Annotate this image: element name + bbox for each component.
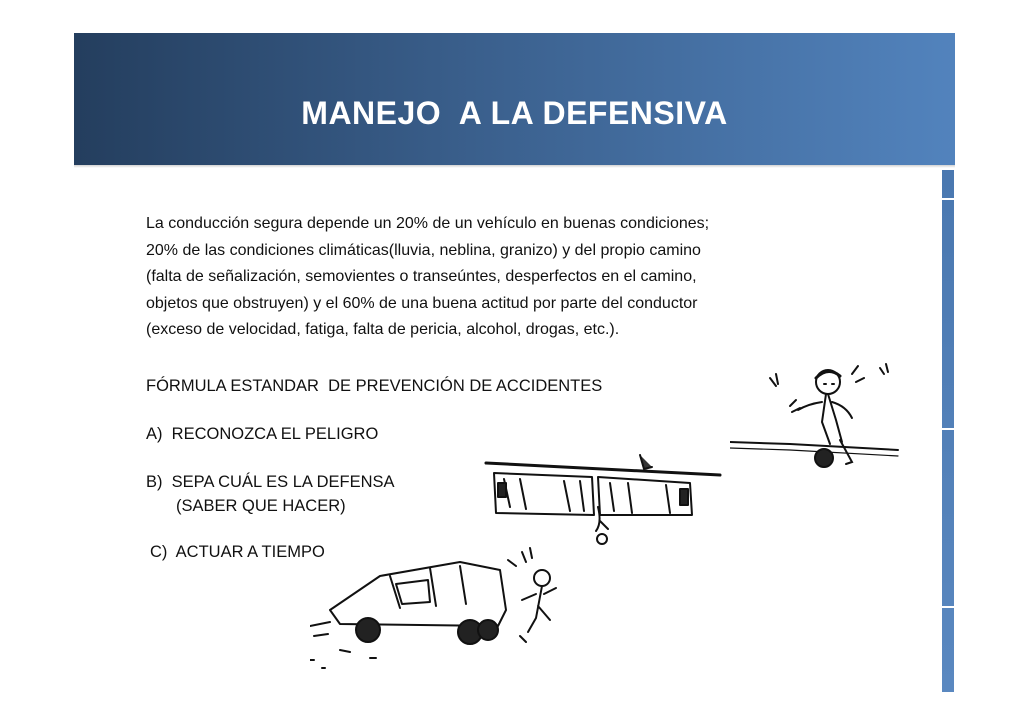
car-collision-illustration [480,435,725,550]
boy-soccer-illustration [730,360,900,480]
strip-divider [942,428,954,430]
banner-shadow [74,165,955,168]
title-banner [74,33,955,165]
formula-step-c: C) ACTUAR A TIEMPO [150,543,325,561]
paragraph-line: (exceso de velocidad, fatiga, falta de pericia, alcohol, drogas, etc.). [146,321,620,338]
paragraph-line: (falta de señalización, semovientes o transeúntes, desperfectos en el camino, [146,268,697,285]
right-accent-strip [942,170,954,692]
paragraph-line: La conducción segura depende un 20% de un vehículo en buenas condiciones; [146,215,710,232]
car-pedestrian-illustration [310,540,570,680]
strip-divider [942,606,954,608]
formula-heading: FÓRMULA ESTANDAR DE PREVENCIÓN DE ACCIDENTES [146,377,603,395]
formula-step-a: A) RECONOZCA EL PELIGRO [146,425,379,443]
paragraph-line: 20% de las condiciones climáticas(lluvia, neblina, granizo) y del propio camino [146,241,701,259]
formula-step-b-sub: (SABER QUE HACER) [176,497,346,515]
paragraph-line: objetos que obstruyen) y el 60% de una buena actitud por parte del conductor [146,294,698,312]
strip-divider [942,198,954,200]
intro-paragraph [146,211,846,344]
slide-title: MANEJO A LA DEFENSIVA [301,95,728,131]
formula-step-b: B) SEPA CUÁL ES LA DEFENSA [146,473,395,491]
